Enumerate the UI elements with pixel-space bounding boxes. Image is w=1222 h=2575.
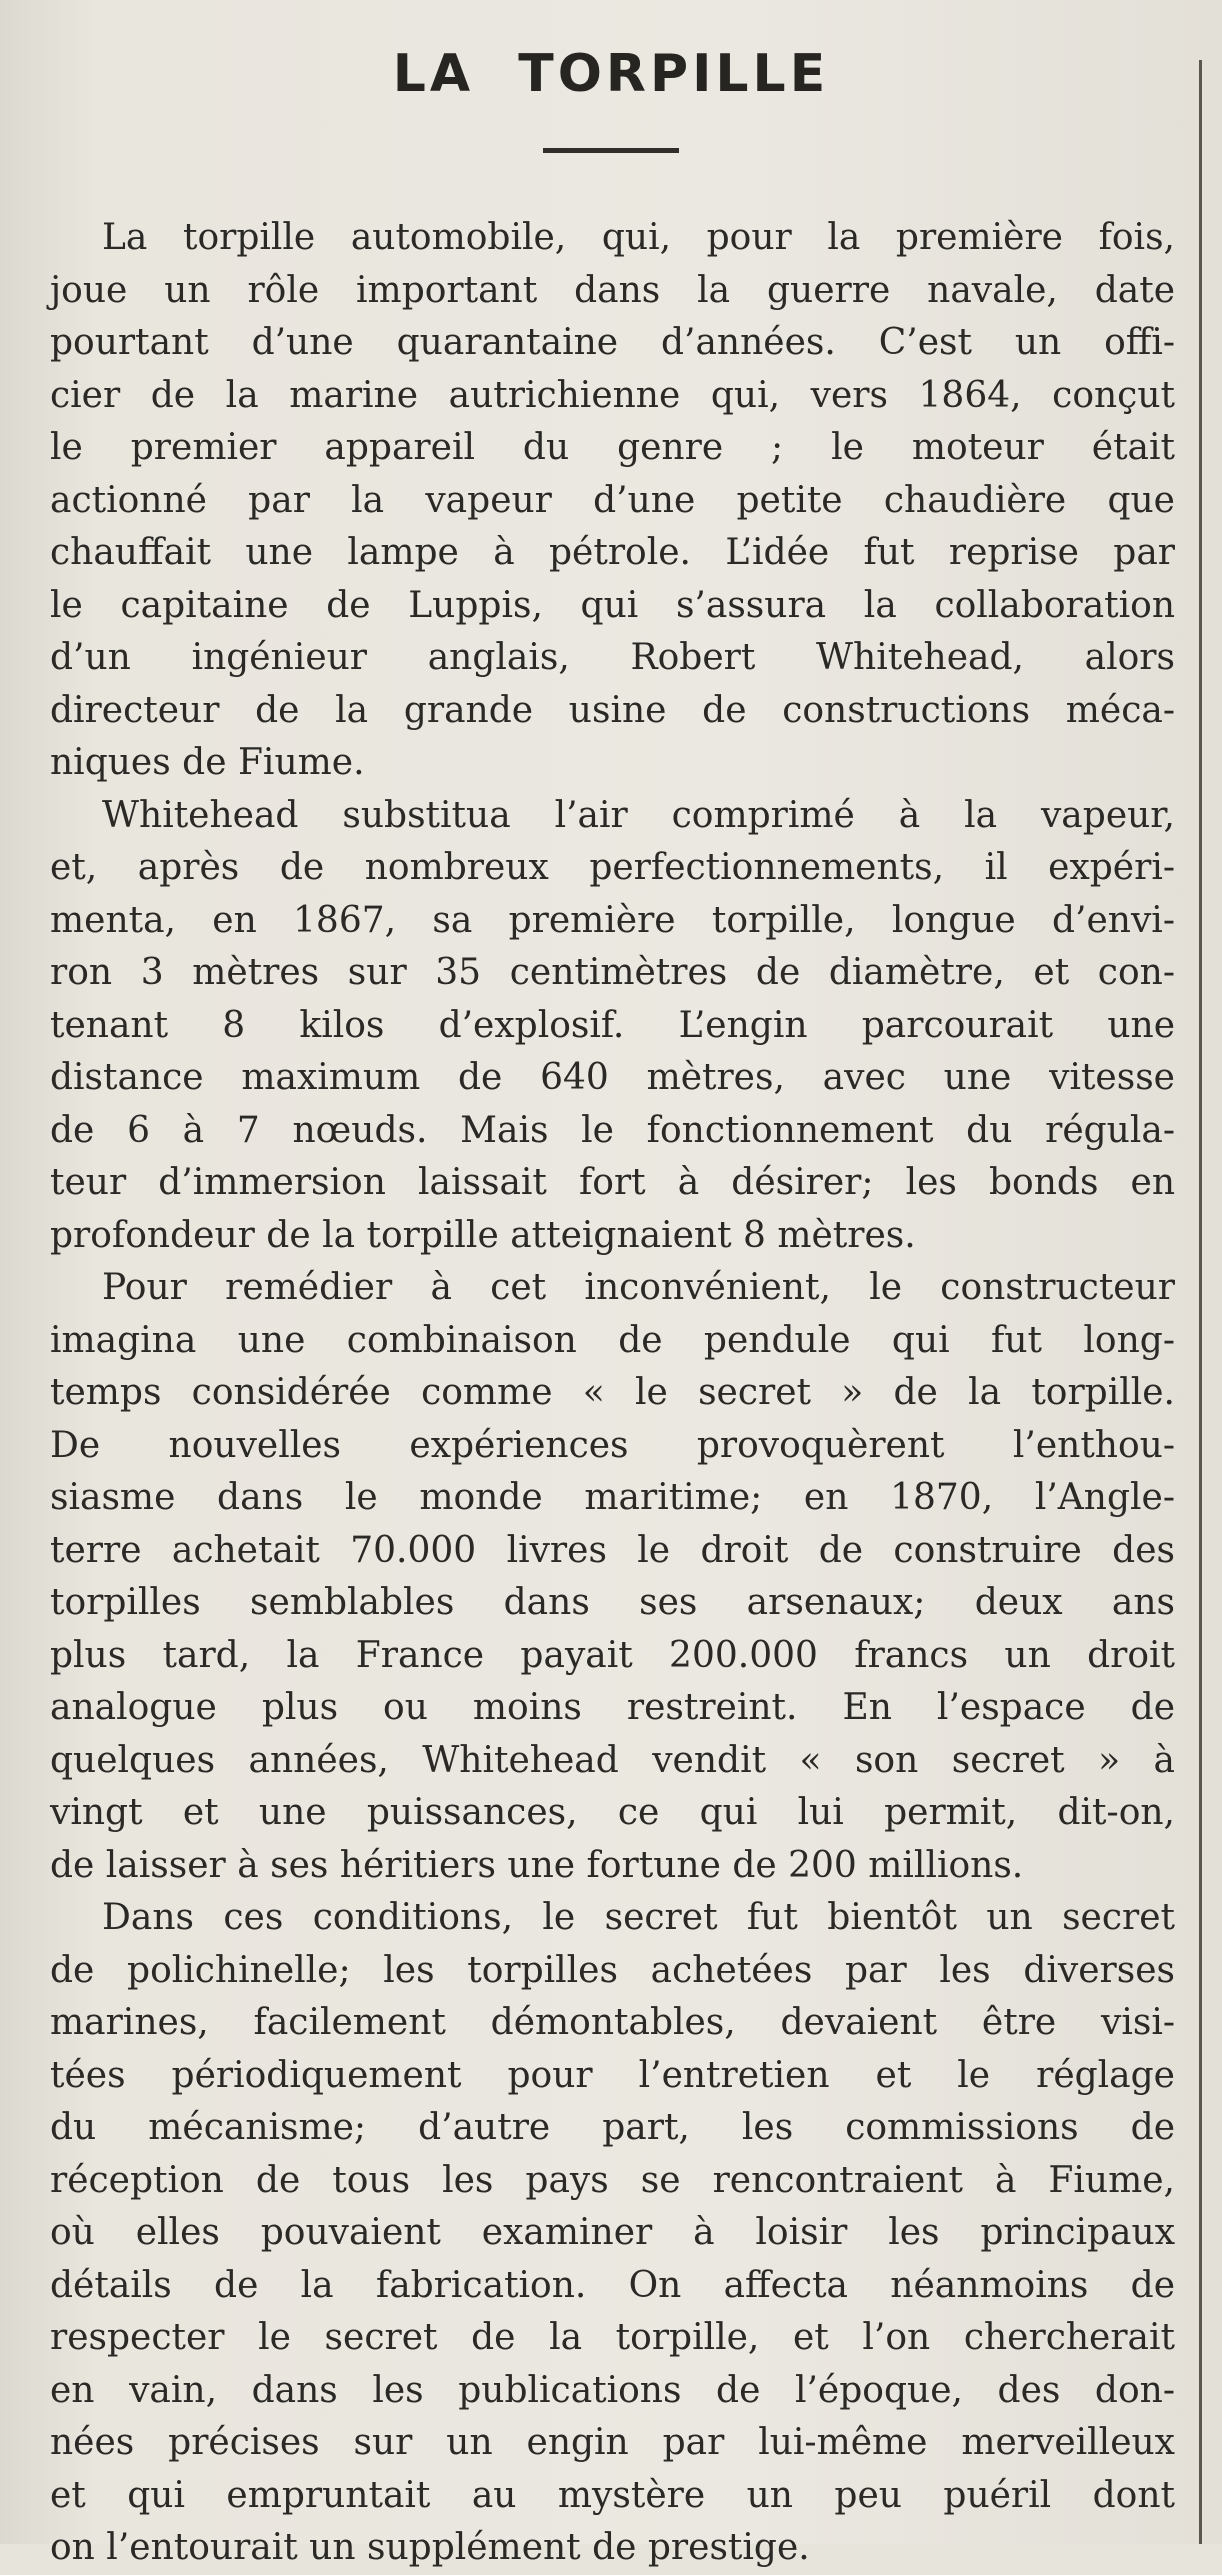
text-line: De nouvelles expériences provoquèrent l’enthou- xyxy=(50,1424,1175,1466)
text-line: respecter le secret de la torpille, et l’on chercherait xyxy=(50,2317,1175,2358)
text-line: de laisser à ses héritiers une fortune de 200 millions. xyxy=(50,1844,1024,1886)
text-line: Dans ces conditions, le secret fut bientôt un secret xyxy=(102,1897,1175,1938)
text-line: et qui empruntait au mystère un peu puéril dont xyxy=(50,2474,1175,2516)
text-line: joue un rôle important dans la guerre navale, date xyxy=(50,269,1175,311)
text-line: menta, en 1867, sa première torpille, longue d’envi- xyxy=(50,899,1175,941)
text-line: siasme dans le monde maritime; en 1870, l’Angle- xyxy=(50,1477,1175,1518)
text-line: le premier appareil du genre ; le moteur était xyxy=(50,427,1175,468)
text-line: réception de tous les pays se rencontraient à Fiume, xyxy=(50,2159,1175,2201)
text-line: Whitehead substitua l’air comprimé à la vapeur, xyxy=(102,794,1175,836)
text-line: chauffait une lampe à pétrole. L’idée fut reprise par xyxy=(50,532,1175,573)
text-line: niques de Fiume. xyxy=(50,742,365,783)
text-line: plus tard, la France payait 200.000 francs un droit xyxy=(50,1634,1175,1676)
text-line: distance maximum de 640 mètres, avec une vitesse xyxy=(50,1057,1175,1098)
text-line: détails de la fabrication. On affecta néanmoins de xyxy=(50,2264,1175,2306)
text-line: imagina une combinaison de pendule qui fut long- xyxy=(50,1319,1175,1361)
text-line: du mécanisme; d’autre part, les commissions de xyxy=(50,2107,1175,2148)
text-line: pourtant d’une quarantaine d’années. C’est un offi- xyxy=(50,322,1175,363)
title-divider xyxy=(543,148,679,153)
text-line: cier de la marine autrichienne qui, vers 1864, conçut xyxy=(50,374,1175,416)
article-body xyxy=(50,212,1175,2575)
text-line: marines, facilement démontables, devaient être visi- xyxy=(50,2002,1175,2043)
text-line: et, après de nombreux perfectionnements, il expéri- xyxy=(50,847,1175,888)
text-line: torpilles semblables dans ses arsenaux; deux ans xyxy=(50,1582,1175,1623)
text-line: actionné par la vapeur d’une petite chaudière que xyxy=(50,479,1175,521)
text-line: teur d’immersion laissait fort à désirer; les bonds en xyxy=(50,1162,1175,1203)
text-line: de 6 à 7 nœuds. Mais le fonctionnement du régula- xyxy=(50,1109,1175,1151)
paragraph xyxy=(50,1262,1175,1892)
paragraph xyxy=(50,212,1175,790)
text-line: de polichinelle; les torpilles achetées par les diverses xyxy=(50,1949,1175,1991)
text-line: temps considérée comme « le secret » de la torpille. xyxy=(50,1372,1175,1413)
paragraph xyxy=(50,790,1175,1263)
text-line: où elles pouvaient examiner à loisir les principaux xyxy=(50,2212,1175,2253)
paragraph xyxy=(50,1892,1175,2575)
text-line: quelques années, Whitehead vendit « son secret » à xyxy=(50,1739,1175,1781)
text-line: le capitaine de Luppis, qui s’assura la collaboration xyxy=(50,584,1175,626)
text-line: on l’entourait un supplément de prestige. xyxy=(50,2527,810,2568)
text-line: tées périodiquement pour l’entretien et le réglage xyxy=(50,2054,1175,2096)
text-line: analogue plus ou moins restreint. En l’espace de xyxy=(50,1687,1175,1728)
text-line: en vain, dans les publications de l’époque, des don- xyxy=(50,2369,1175,2411)
text-line: vingt et une puissances, ce qui lui permit, dit-on, xyxy=(50,1792,1175,1833)
text-line: directeur de la grande usine de constructions méca- xyxy=(50,689,1175,731)
text-line: terre achetait 70.000 livres le droit de construire des xyxy=(50,1529,1175,1571)
text-line: d’un ingénieur anglais, Robert Whitehead, alors xyxy=(50,637,1175,678)
text-line: tenant 8 kilos d’explosif. L’engin parcourait une xyxy=(50,1004,1175,1046)
text-line: profondeur de la torpille atteignaient 8 mètres. xyxy=(50,1214,916,1256)
page-title: LA TORPILLE xyxy=(392,44,830,104)
text-line: nées précises sur un engin par lui-même merveilleux xyxy=(50,2422,1175,2463)
text-line: Pour remédier à cet inconvénient, le constructeur xyxy=(102,1267,1175,1308)
column-rule xyxy=(1199,60,1202,2544)
text-line: ron 3 mètres sur 35 centimètres de diamètre, et con- xyxy=(50,952,1175,993)
text-line: La torpille automobile, qui, pour la première fois, xyxy=(102,217,1175,258)
